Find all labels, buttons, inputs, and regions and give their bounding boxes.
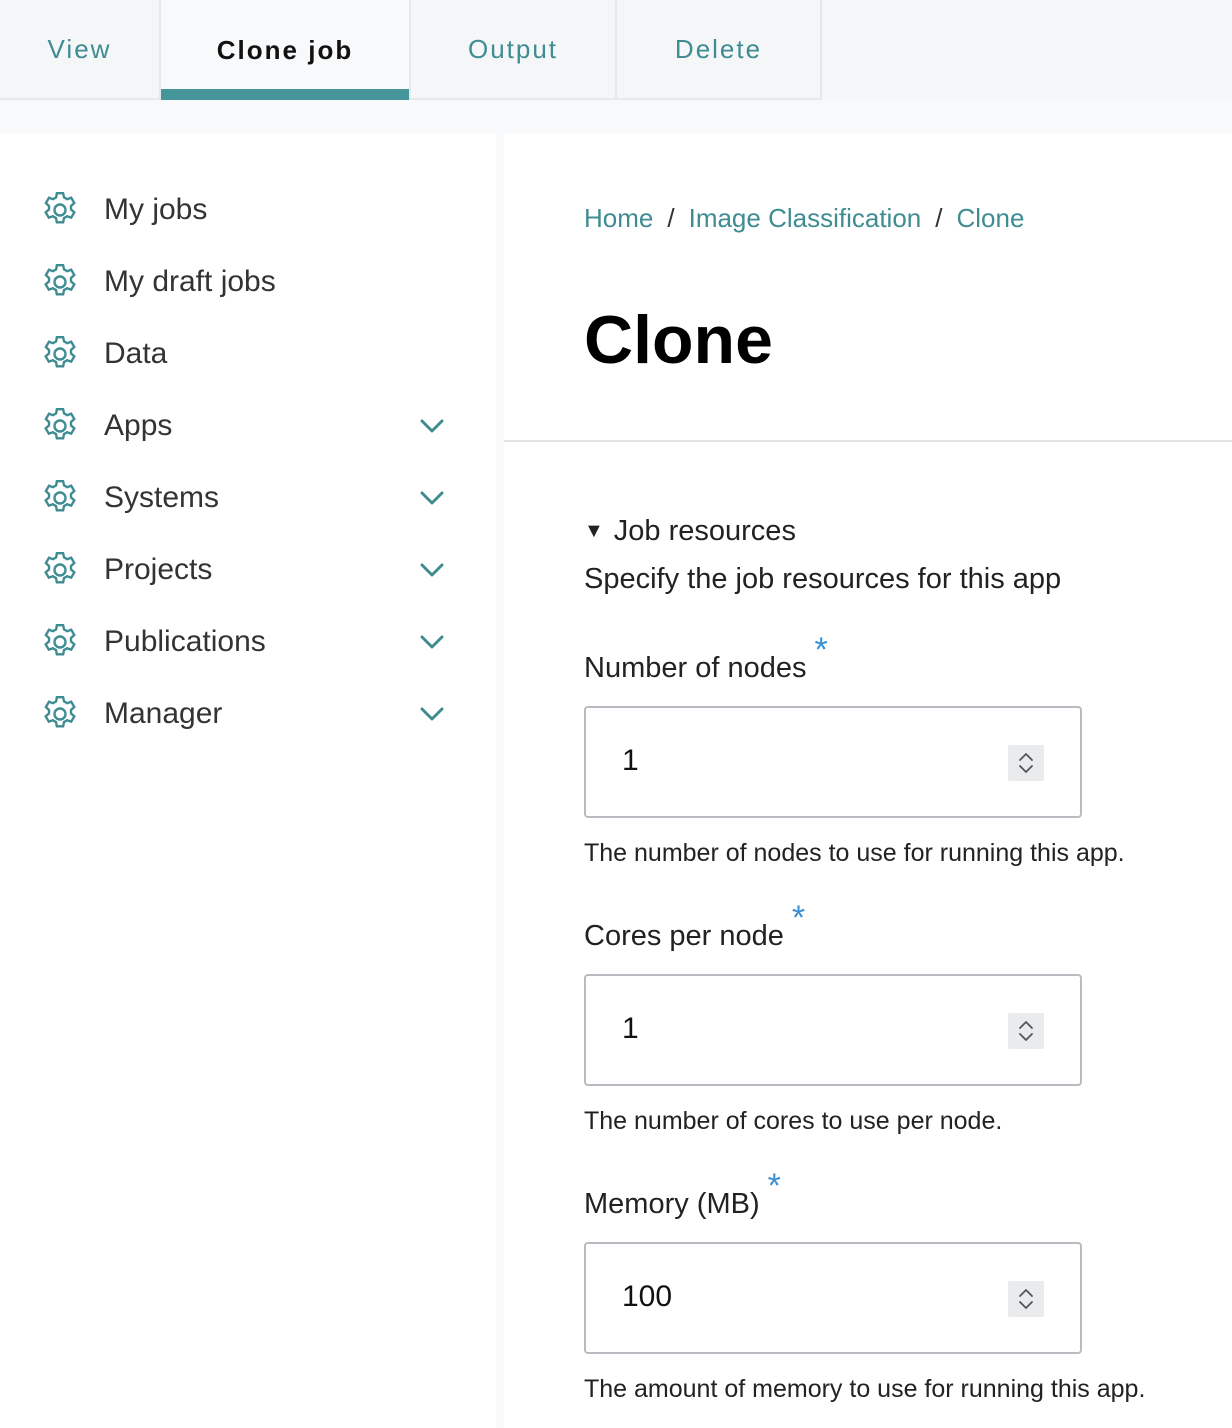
chevron-down-icon[interactable] (418, 632, 446, 652)
cores-field-label (584, 899, 806, 954)
chevron-down-icon[interactable] (418, 488, 446, 508)
nodes-label-text: Number of nodes (584, 652, 807, 684)
breadcrumb-clone[interactable]: Clone (956, 203, 1025, 233)
tab-view[interactable]: View (0, 0, 161, 100)
chevron-down-icon[interactable] (418, 560, 446, 580)
nodes-help-text: The number of nodes to use for running this app. (584, 839, 1125, 867)
header-divider (504, 440, 1232, 442)
section-title: Job resources (613, 515, 796, 547)
gear-icon (38, 548, 82, 592)
sidebar (0, 133, 496, 1428)
chevron-down-icon[interactable] (418, 704, 446, 724)
main-content (504, 133, 1232, 1428)
gear-icon (38, 692, 82, 736)
sidebar-item-data[interactable] (0, 324, 496, 384)
required-asterisk: * (791, 899, 806, 937)
sidebar-item-systems[interactable] (0, 468, 496, 528)
memory-help-text: The amount of memory to use for running this app. (584, 1375, 1146, 1403)
memory-label-text: Memory (MB) (584, 1188, 760, 1220)
nodes-field-label (584, 631, 828, 686)
nodes-number-input[interactable] (584, 706, 1082, 818)
gear-icon (38, 620, 82, 664)
cores-help-text: The number of cores to use per node. (584, 1107, 1003, 1135)
spinner-arrows-icon[interactable] (1008, 745, 1044, 781)
sidebar-item-label: Manager (104, 697, 223, 730)
section-description: Specify the job resources for this app (584, 563, 1062, 595)
sidebar-item-apps[interactable] (0, 396, 496, 456)
memory-field-label (584, 1167, 781, 1222)
triangle-down-icon: ▼ (584, 520, 604, 542)
job-resources-toggle[interactable] (584, 515, 796, 548)
tab-clone-job[interactable]: Clone job (161, 0, 411, 100)
chevron-down-icon[interactable] (418, 416, 446, 436)
memory-input-value: 100 (622, 1280, 673, 1313)
memory-number-input[interactable] (584, 1242, 1082, 1354)
sidebar-item-label: Systems (104, 481, 220, 514)
breadcrumb-image-classification[interactable]: Image Classification (688, 203, 922, 233)
sidebar-item-publications[interactable] (0, 612, 496, 672)
gear-icon (38, 260, 82, 304)
sidebar-item-label: My jobs (104, 193, 208, 226)
nodes-input-value: 1 (622, 744, 639, 777)
breadcrumb (584, 203, 1024, 234)
cores-label-text: Cores per node (584, 920, 784, 952)
sidebar-item-label: My draft jobs (104, 265, 276, 298)
cores-input-value: 1 (622, 1012, 639, 1045)
sidebar-item-label: Publications (104, 625, 266, 658)
gear-icon (38, 332, 82, 376)
cores-number-input[interactable] (584, 974, 1082, 1086)
breadcrumb-separator: / (667, 203, 675, 233)
sidebar-item-my-jobs[interactable] (0, 180, 496, 240)
spinner-arrows-icon[interactable] (1008, 1281, 1044, 1317)
sidebar-item-manager[interactable] (0, 684, 496, 744)
sidebar-item-label: Apps (104, 409, 173, 442)
sidebar-item-label: Data (104, 337, 168, 370)
tab-bar-filler (822, 0, 1232, 100)
sidebar-item-label: Projects (104, 553, 213, 586)
top-tab-bar (0, 0, 1232, 100)
breadcrumb-separator: / (935, 203, 943, 233)
gear-icon (38, 188, 82, 232)
sidebar-item-my-draft-jobs[interactable] (0, 252, 496, 312)
required-asterisk: * (814, 631, 828, 669)
gear-icon (38, 404, 82, 448)
required-asterisk: * (767, 1167, 781, 1205)
gear-icon (38, 476, 82, 520)
tab-delete[interactable]: Delete (617, 0, 822, 100)
sidebar-item-projects[interactable] (0, 540, 496, 600)
spinner-arrows-icon[interactable] (1008, 1013, 1044, 1049)
page-title: Clone (584, 302, 773, 378)
tab-output[interactable]: Output (411, 0, 617, 100)
breadcrumb-home[interactable]: Home (584, 203, 654, 233)
